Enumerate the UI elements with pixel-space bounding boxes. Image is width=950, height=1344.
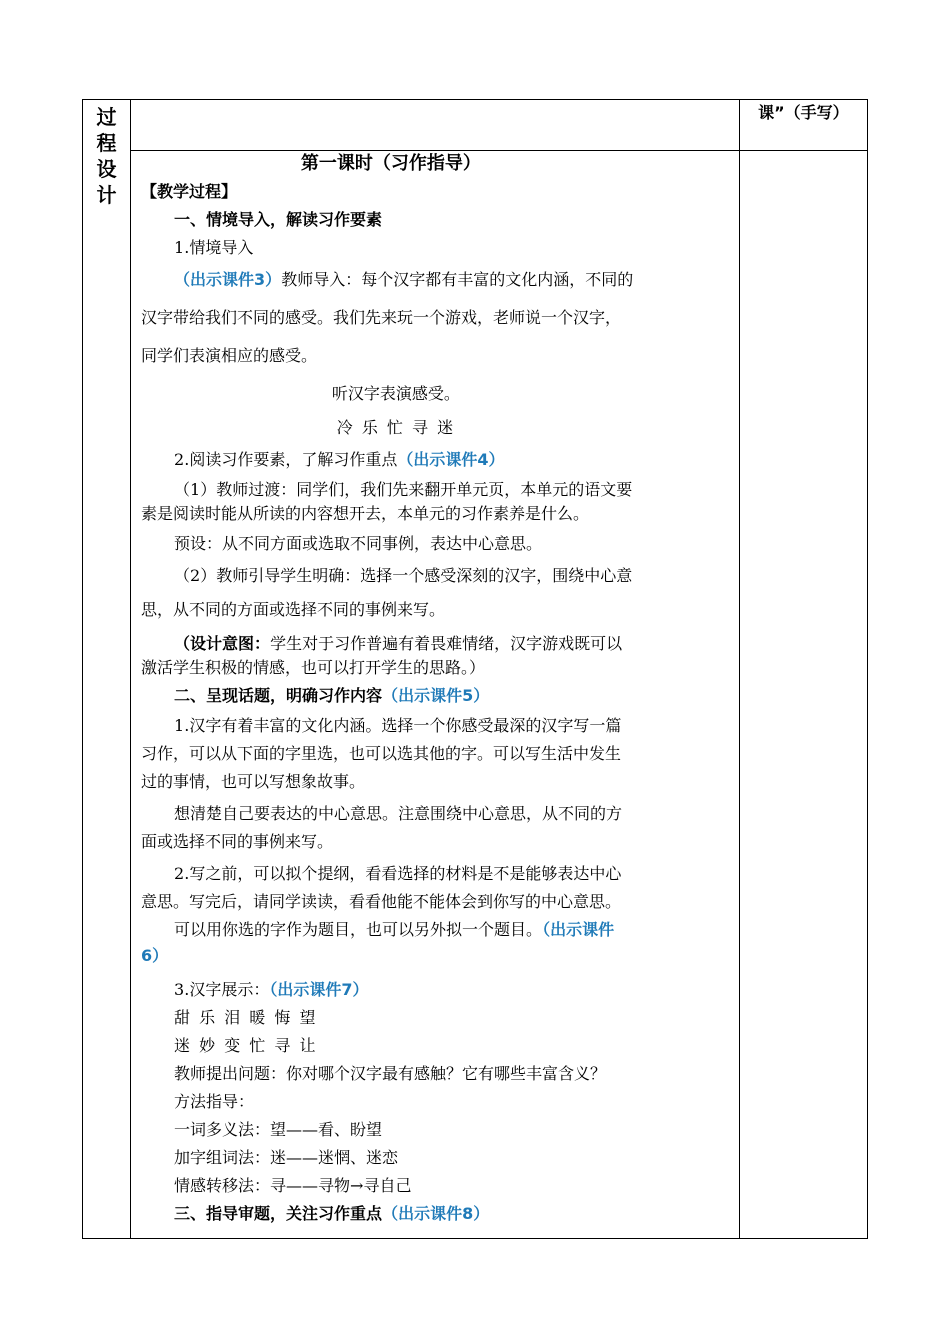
text-line: 二、呈现话题，明确习作内容 xyxy=(174,686,383,705)
teaching-process-heading: 【教学过程】 xyxy=(141,182,238,201)
section-1-paragraph-1 xyxy=(141,268,731,292)
text-line: 汉字带给我们不同的感受。我们先来玩一个游戏，老师说一个汉字， xyxy=(141,308,622,327)
content-cell xyxy=(131,151,740,1239)
right-blank-cell xyxy=(739,151,867,1239)
text-line: 思，从不同的方面或选择不同的事例来写。 xyxy=(141,600,446,619)
method-2: 加字组词法：迷——迷惘、迷恋 xyxy=(174,1148,399,1167)
lesson-title: 第一课时（习作指导） xyxy=(300,153,481,174)
text-line: （2）教师引导学生明确：选择一个感受深刻的汉字，围绕中心意 xyxy=(174,566,633,585)
top-blank-cell xyxy=(131,100,740,151)
text-line: 2.阅读习作要素，了解习作重点 xyxy=(174,450,398,469)
courseware-tag-8: （出示课件8） xyxy=(382,1204,490,1223)
text-line: 1.汉字有着丰富的文化内涵。选择一个你感受最深的汉字写一篇 xyxy=(174,716,622,735)
courseware-tag-4: （出示课件4） xyxy=(397,450,505,469)
character-row-1: 甜 乐 泪 暖 悔 望 xyxy=(174,1008,318,1027)
section-1-sub-1: 1.情境导入 xyxy=(174,238,254,257)
courseware-tag-6-cont: 6） xyxy=(141,946,169,965)
teacher-question: 教师提出问题：你对哪个汉字最有感触？它有哪些丰富含义？ xyxy=(174,1064,607,1083)
preset-answer: 预设：从不同方面或选取不同事例，表达中心意思。 xyxy=(174,534,543,553)
text-line: 2.写之前，可以拟个提纲，看看选择的材料是不是能够表达中心 xyxy=(174,864,622,883)
section-2-heading xyxy=(141,684,731,708)
section-label-cell xyxy=(83,100,131,1239)
text-line: 学生对于习作普遍有着畏难情绪，汉字游戏既可以 xyxy=(270,634,623,653)
section-label: 过程设计 xyxy=(96,105,117,207)
method-1: 一词多义法：望——看、盼望 xyxy=(174,1120,383,1139)
section-1-heading: 一、情境导入，解读习作要素 xyxy=(174,210,383,229)
design-intent-label: （设计意图： xyxy=(174,634,271,653)
text-line: 习作，可以从下面的字里选，也可以选其他的字。可以写生活中发生 xyxy=(141,744,622,763)
section-2-paragraph-5 xyxy=(141,978,731,1002)
courseware-tag-7: （出示课件7） xyxy=(269,980,369,999)
section-3-heading xyxy=(141,1202,731,1226)
text-line: 三、指导审题，关注习作重点 xyxy=(174,1204,383,1223)
text-line: 过的事情，也可以写想象故事。 xyxy=(141,772,366,791)
method-heading: 方法指导： xyxy=(174,1092,255,1111)
courseware-tag-5: （出示课件5） xyxy=(382,686,490,705)
section-1-sub-2 xyxy=(141,448,731,472)
text-line: 可以用你选的字作为题目，也可以另外拟一个题目。 xyxy=(174,920,543,939)
right-note: 课”（手写） xyxy=(758,103,849,122)
text-line: 教师导入：每个汉字都有丰富的文化内涵，不同的 xyxy=(281,270,634,289)
right-note-cell xyxy=(739,100,867,151)
text-line: 意思。写完后，请同学读读，看看他能不能体会到你写的中心意思。 xyxy=(141,892,622,911)
text-line: 激活学生积极的情感，也可以打开学生的思路。） xyxy=(141,658,486,677)
text-line: 同学们表演相应的感受。 xyxy=(141,346,318,365)
text-line: （1）教师过渡：同学们，我们先来翻开单元页，本单元的语文要 xyxy=(174,480,633,499)
character-row-2: 迷 妙 变 忙 寻 让 xyxy=(174,1036,318,1055)
text-line: 素是阅读时能从所读的内容想开去，本单元的习作素养是什么。 xyxy=(141,504,590,523)
text-line: 面或选择不同的事例来写。 xyxy=(141,832,334,851)
design-intent xyxy=(141,632,731,656)
text-line: 3.汉字展示： xyxy=(174,980,270,999)
game-title: 听汉字表演感受。 xyxy=(331,384,460,403)
lesson-content xyxy=(131,151,739,1226)
courseware-tag-6: （出示课件 xyxy=(542,920,615,939)
method-3: 情感转移法：寻——寻物→寻自己 xyxy=(174,1176,412,1195)
courseware-tag-3: （出示课件3） xyxy=(174,270,282,289)
section-2-paragraph-4 xyxy=(141,918,731,942)
game-characters: 冷 乐 忙 寻 迷 xyxy=(336,418,456,437)
lesson-plan-table xyxy=(82,99,868,1239)
text-line: 想清楚自己要表达的中心意思。注意围绕中心意思，从不同的方 xyxy=(174,804,623,823)
